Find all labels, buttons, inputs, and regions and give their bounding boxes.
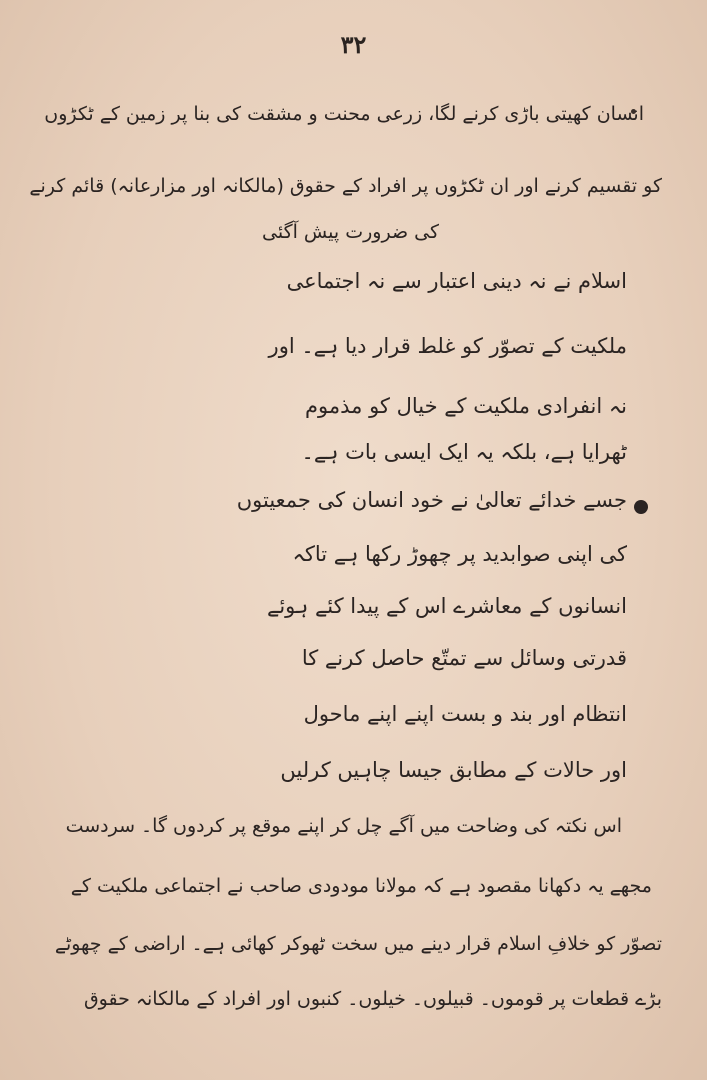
paragraph-3-line-4: بڑے قطعات پر قوموں۔ قبیلوں۔ خیلوں۔ کنبوں اور افراد کے مالکانہ حقوق	[83, 988, 662, 1010]
paragraph-2-line-5: جسے خدائے تعالیٰ نے خود انسان کی جمعیتوں	[236, 488, 627, 512]
paragraph-3-line-3: تصوّر کو خلافِ اسلام قرار دینے میں سخت ٹھوکر کھائی ہے۔ اراضی کے چھوٹے	[54, 933, 662, 955]
paragraph-2-line-7: انسانوں کے معاشرے اس کے پیدا کئے ہوئے	[267, 594, 627, 618]
paragraph-1-line-2: کو تقسیم کرنے اور ان ٹکڑوں پر افراد کے حقوق (مالکانہ اور مزارعانہ) قائم کرنے	[29, 175, 662, 197]
paragraph-2-line-9: انتظام اور بند و بست اپنے اپنے ماحول	[303, 702, 627, 726]
page-number: ۳۲	[340, 30, 367, 59]
paragraph-2-line-3: نہ انفرادی ملکیت کے خیال کو مذموم	[305, 394, 627, 418]
ink-dot	[634, 500, 648, 514]
paragraph-2-line-10: اور حالات کے مطابق جیسا چاہیں کرلیں	[280, 758, 627, 782]
paragraph-3-line-2: مجھے یہ دکھانا مقصود ہے کہ مولانا مودودی صاحب نے اجتماعی ملکیت کے	[70, 875, 652, 897]
paragraph-2-line-4: ٹھرایا ہے، بلکہ یہ ایک ایسی بات ہے۔	[301, 440, 627, 464]
paragraph-2-line-8: قدرتی وسائل سے تمتّع حاصل کرنے کا	[301, 646, 627, 670]
paragraph-2-line-1: اسلام نے نہ دینی اعتبار سے نہ اجتماعی	[286, 269, 627, 293]
paragraph-3-line-1: اس نکتہ کی وضاحت میں آگے چل کر اپنے موقع پر کردوں گا۔ سردست	[65, 815, 622, 837]
paragraph-2-line-6: کی اپنی صوابدید پر چھوڑ رکھا ہے تاکہ	[292, 542, 627, 566]
paragraph-1-line-1: انسان کھیتی باڑی کرنے لگا، زرعی محنت و مشقت کی بنا پر زمین کے ٹکڑوں	[44, 103, 644, 125]
paragraph-2-line-2: ملکیت کے تصوّر کو غلط قرار دیا ہے۔ اور	[268, 334, 627, 358]
paragraph-1-line-3: کی ضرورت پیش آگئی	[262, 221, 439, 243]
